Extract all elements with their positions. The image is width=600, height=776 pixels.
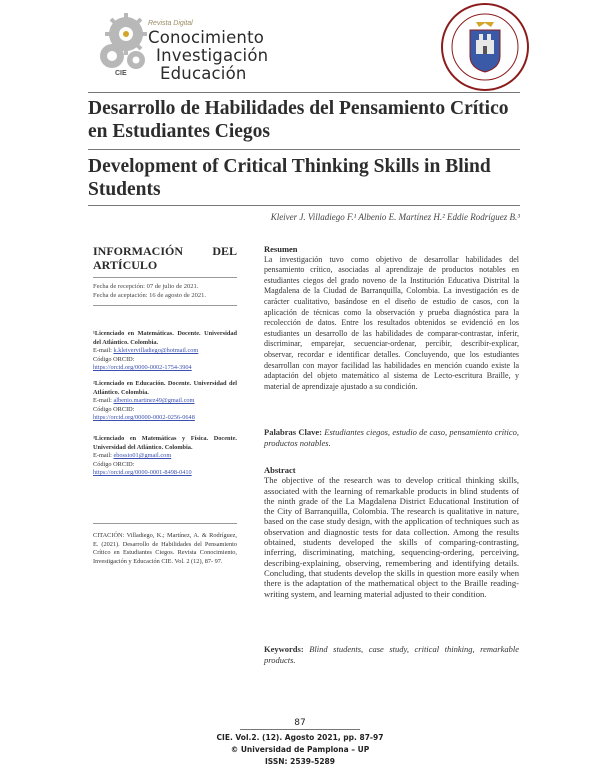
university-seal [440, 2, 530, 92]
abstract-section [264, 465, 519, 599]
affiliation-1-email-label: E-mail: [93, 347, 114, 355]
journal-acronym: CIE [115, 70, 127, 77]
seal-icon [440, 2, 530, 92]
article-info-heading [93, 244, 237, 272]
resumen-heading: Resumen [264, 244, 298, 254]
dates-rule [93, 305, 237, 306]
article-info-heading-line2: ARTÍCULO [93, 258, 158, 272]
keywords-text: Blind students, case study, critical thinking, remarkable products. [264, 644, 519, 665]
palabras-clave [264, 427, 519, 449]
affiliation-3-email[interactable]: ebossio01@gmail.com [113, 452, 172, 460]
gears-icon [96, 4, 156, 80]
palabras-clave-text: Estudiantes ciegos, estudio de caso, pensamiento crítico, productos notables. [264, 427, 519, 448]
affiliation-1-orcid[interactable]: https://orcid.org/0000-0002-1754-3904 [93, 364, 192, 372]
info-rule [93, 277, 237, 278]
affiliation-2-email[interactable]: albenio.martinez49@gmail.com [113, 397, 195, 405]
affiliation-2-email-label: E-mail: [93, 397, 114, 405]
received-date: Fecha de recepción: 07 de julio de 2021. [93, 283, 199, 290]
keywords [264, 644, 519, 666]
title-rule-bottom [88, 205, 520, 206]
affiliation-2-orcid[interactable]: https://orcid.org/00000-0002-0256-0648 [93, 414, 195, 422]
affiliation-1-email[interactable]: k.kleivervilladiego@hotmail.com [113, 347, 199, 355]
affiliation-2-orcid-label: Código ORCID: [93, 405, 135, 413]
keywords-label: Keywords: [264, 644, 310, 654]
footer-copyright: © Universidad de Pamplona – UP [230, 745, 370, 754]
affiliation-1 [93, 330, 237, 373]
affiliation-3-degree: ³Licenciado en Matemáticas y Física. Docente. Universidad del Atlántico. Colombia. [93, 435, 237, 451]
affiliation-3-orcid[interactable]: https://orcid.org/0000-0001-8498-0410 [93, 469, 192, 477]
title-divider [88, 149, 520, 150]
affiliation-3-orcid-label: Código ORCID: [93, 460, 135, 468]
affiliation-2 [93, 380, 237, 423]
footer-citation: CIE. Vol.2. (12). Agosto 2021, pp. 87-97 [216, 733, 384, 742]
resumen-text: La investigación tuvo como objetivo de desarrollar habilidades del pensamiento crítico, asociadas al aprendizaje de productos notables en estudiantes ciegos del grado noveno de la Institución Educativa Distrital la Magdalena de la Ciudad de Barranquilla, Colombia. La investigación es de carácter cualitativo, basándose en el diseño de estudio de casos, con la aplicación de técnicas como la observación y prueba diagnóstica para la recolección de datos. Entre los resultados obtenidos se evidenció en los estudiantes un desarrollo de las habilidades de comparar-contrastar, inferir, discriminar, emparejar, secuenciar-ordenar, percibir, describir-explicar, observar, recordar e identificar detalles. Concluyendo, que los estudiantes desarrollan con mayor facilidad las habilidades en mención cuando existe la adaptación del objeto matemático al sistema de Lecto-escritura Braille, y material de aprendizaje ajustado a su condición. [264, 254, 519, 391]
citation: CITACIÓN: Villadiego, K.; Martínez, A. & Rodríguez, E. (2021). Desarrollo de Habilidades del Pensamiento Crítico en Estudiantes Ciegos. Revista Conocimiento, Investigación y Educación CIE. Vol. 2 (12), 87- 97. [93, 532, 237, 565]
journal-name-line3: Educación [160, 64, 247, 83]
abstract-heading: Abstract [264, 465, 296, 475]
title-rule-top [88, 92, 520, 93]
footer-rule [240, 729, 360, 730]
journal-name-line1: Conocimiento [148, 28, 265, 47]
journal-logo [96, 0, 316, 86]
article-info-heading-line1: INFORMACIÓN DEL [93, 244, 237, 258]
footer-issn: ISSN: 2539-5289 [264, 757, 335, 766]
title-spanish: Desarrollo de Habilidades del Pensamiento Crítico en Estudiantes Ciegos [88, 98, 509, 142]
affiliation-1-degree: ¹Licenciado en Matemáticas. Docente. Universidad del Atlántico. Colombia. [93, 330, 237, 346]
affiliation-3-email-label: E-mail: [93, 452, 114, 460]
journal-tagline: Revista Digital [148, 20, 193, 27]
resumen-section [264, 244, 519, 392]
title-english: Development of Critical Thinking Skills in Blind Students [88, 156, 491, 200]
authors-line: Kleiver J. Villadiego F.¹ Albenio E. Martínez H.² Eddie Rodríguez B.³ [270, 212, 520, 222]
affiliation-1-orcid-label: Código ORCID: [93, 355, 135, 363]
citation-rule [93, 523, 237, 524]
abstract-text: The objective of the research was to develop critical thinking skills, associated with the learning of remarkable products in blind students of the ninth grade of the La Magdalena District Educational Institution of the City of Barranquilla, Colombia. The research is qualitative in nature, based on the case study design, with the application of techniques such as observation and diagnostic tests for data collection. Among the results obtained, students developed the skills of comparing-contrasting, inferring, discriminating, matching, sequencing-ordering, perceiving, describing-explaining, observing, remembering and identifying details. Concluding, that students develop the skills in question more easily when there is the adaptation of the mathematical object to the Braille reading-writing system, and learning material adjusted to their condition. [264, 475, 519, 599]
article-dates [93, 282, 243, 300]
palabras-clave-label: Palabras Clave: [264, 427, 325, 437]
accepted-date: Fecha de aceptación: 16 de agosto de 2021. [93, 292, 206, 299]
journal-name-line2: Investigación [156, 46, 269, 65]
page-number: 87 [294, 718, 306, 728]
affiliation-3 [93, 435, 237, 478]
affiliation-2-degree: ²Licenciado en Educación. Docente. Universidad del Atlántico. Colombia. [93, 380, 237, 396]
